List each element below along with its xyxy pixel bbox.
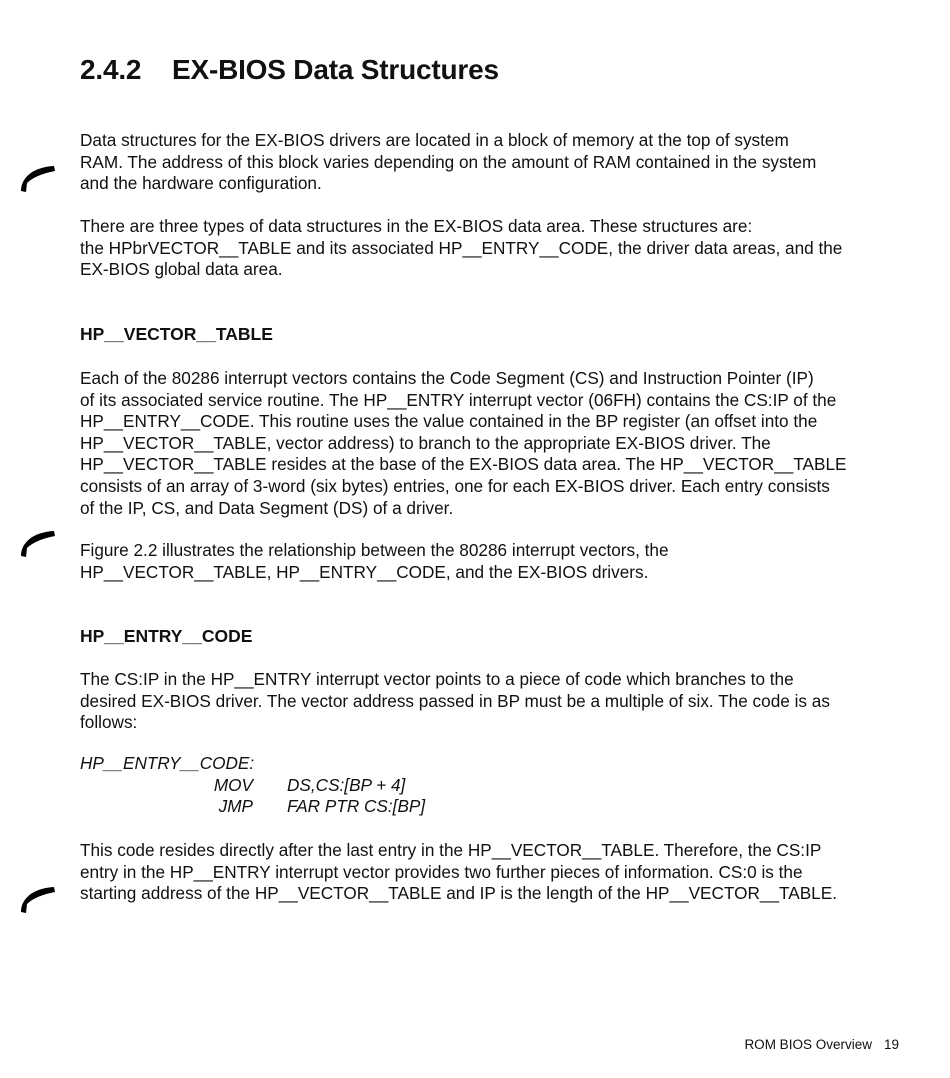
section-title: EX-BIOS Data Structures	[172, 54, 499, 85]
code-line	[80, 796, 580, 818]
entry-code-heading: HP__ENTRY__CODE	[80, 626, 253, 646]
code-listing	[80, 753, 580, 818]
code-instruction: JMP	[218, 796, 253, 817]
change-bar-mark-icon	[18, 884, 58, 914]
text-line: entry in the HP__ENTRY interrupt vector provides two further pieces of information. CS:0 is the	[80, 861, 803, 882]
text-line: This code resides directly after the last entry in the HP__VECTOR__TABLE. Therefore, the CS:IP	[80, 840, 822, 860]
change-bar-mark-icon	[18, 163, 58, 193]
text-line: HP__VECTOR__TABLE, vector address) to branch to the appropriate EX-BIOS driver. The	[80, 432, 771, 453]
text-line: Figure 2.2 illustrates the relationship between the 80286 interrupt vectors, the	[80, 540, 669, 560]
change-bar-mark-icon	[18, 528, 58, 558]
text-line: There are three types of data structures in the EX-BIOS data area. These structures are:	[80, 216, 753, 236]
text-line: Each of the 80286 interrupt vectors contains the Code Segment (CS) and Instruction Pointer (IP)	[80, 368, 814, 388]
entry-code-paragraph-1	[80, 669, 890, 734]
vector-table-paragraph-1	[80, 368, 890, 519]
text-line: the HPbrVECTOR__TABLE and its associated HP__ENTRY__CODE, the driver data areas, and the	[80, 237, 843, 258]
text-line: EX-BIOS global data area.	[80, 259, 283, 280]
code-operand: FAR PTR CS:[BP]	[287, 796, 426, 817]
page-number: 19	[883, 1037, 899, 1052]
code-line	[80, 775, 580, 797]
vector-table-paragraph-2	[80, 540, 890, 583]
text-line: desired EX-BIOS driver. The vector address passed in BP must be a multiple of six. The code is as	[80, 690, 830, 711]
text-line: Data structures for the EX-BIOS drivers are located in a block of memory at the top of system	[80, 130, 789, 150]
code-operand: DS,CS:[BP + 4]	[287, 774, 406, 795]
entry-code-paragraph-2	[80, 840, 890, 905]
vector-table-heading: HP__VECTOR__TABLE	[80, 324, 273, 344]
text-line: and the hardware configuration.	[80, 173, 322, 194]
text-line: HP__ENTRY__CODE. This routine uses the value contained in the BP register (an offset into the	[80, 411, 818, 432]
page-footer	[744, 1037, 899, 1052]
footer-title: ROM BIOS Overview	[744, 1037, 872, 1052]
intro-paragraph-1	[80, 130, 890, 195]
text-line: HP__VECTOR__TABLE resides at the base of the EX-BIOS data area. The HP__VECTOR__TABLE	[80, 454, 847, 475]
code-instruction: MOV	[213, 774, 253, 795]
section-number: 2.4.2	[80, 54, 142, 85]
text-line: RAM. The address of this block varies depending on the amount of RAM contained in the system	[80, 151, 817, 172]
intro-paragraph-2	[80, 216, 890, 281]
text-line: consists of an array of 3-word (six bytes) entries, one for each EX-BIOS driver. Each entry consists	[80, 475, 830, 496]
text-line: HP__VECTOR__TABLE, HP__ENTRY__CODE, and the EX-BIOS drivers.	[80, 561, 649, 582]
text-line: starting address of the HP__VECTOR__TABLE and IP is the length of the HP__VECTOR__TABLE.	[80, 883, 837, 904]
text-line: of its associated service routine. The HP__ENTRY interrupt vector (06FH) contains the CS:IP of the	[80, 389, 837, 410]
text-line: The CS:IP in the HP__ENTRY interrupt vector points to a piece of code which branches to the	[80, 669, 794, 689]
code-label: HP__ENTRY__CODE:	[80, 753, 255, 773]
section-heading	[80, 54, 499, 86]
text-line: of the IP, CS, and Data Segment (DS) of a driver.	[80, 497, 454, 518]
text-line: follows:	[80, 712, 138, 733]
